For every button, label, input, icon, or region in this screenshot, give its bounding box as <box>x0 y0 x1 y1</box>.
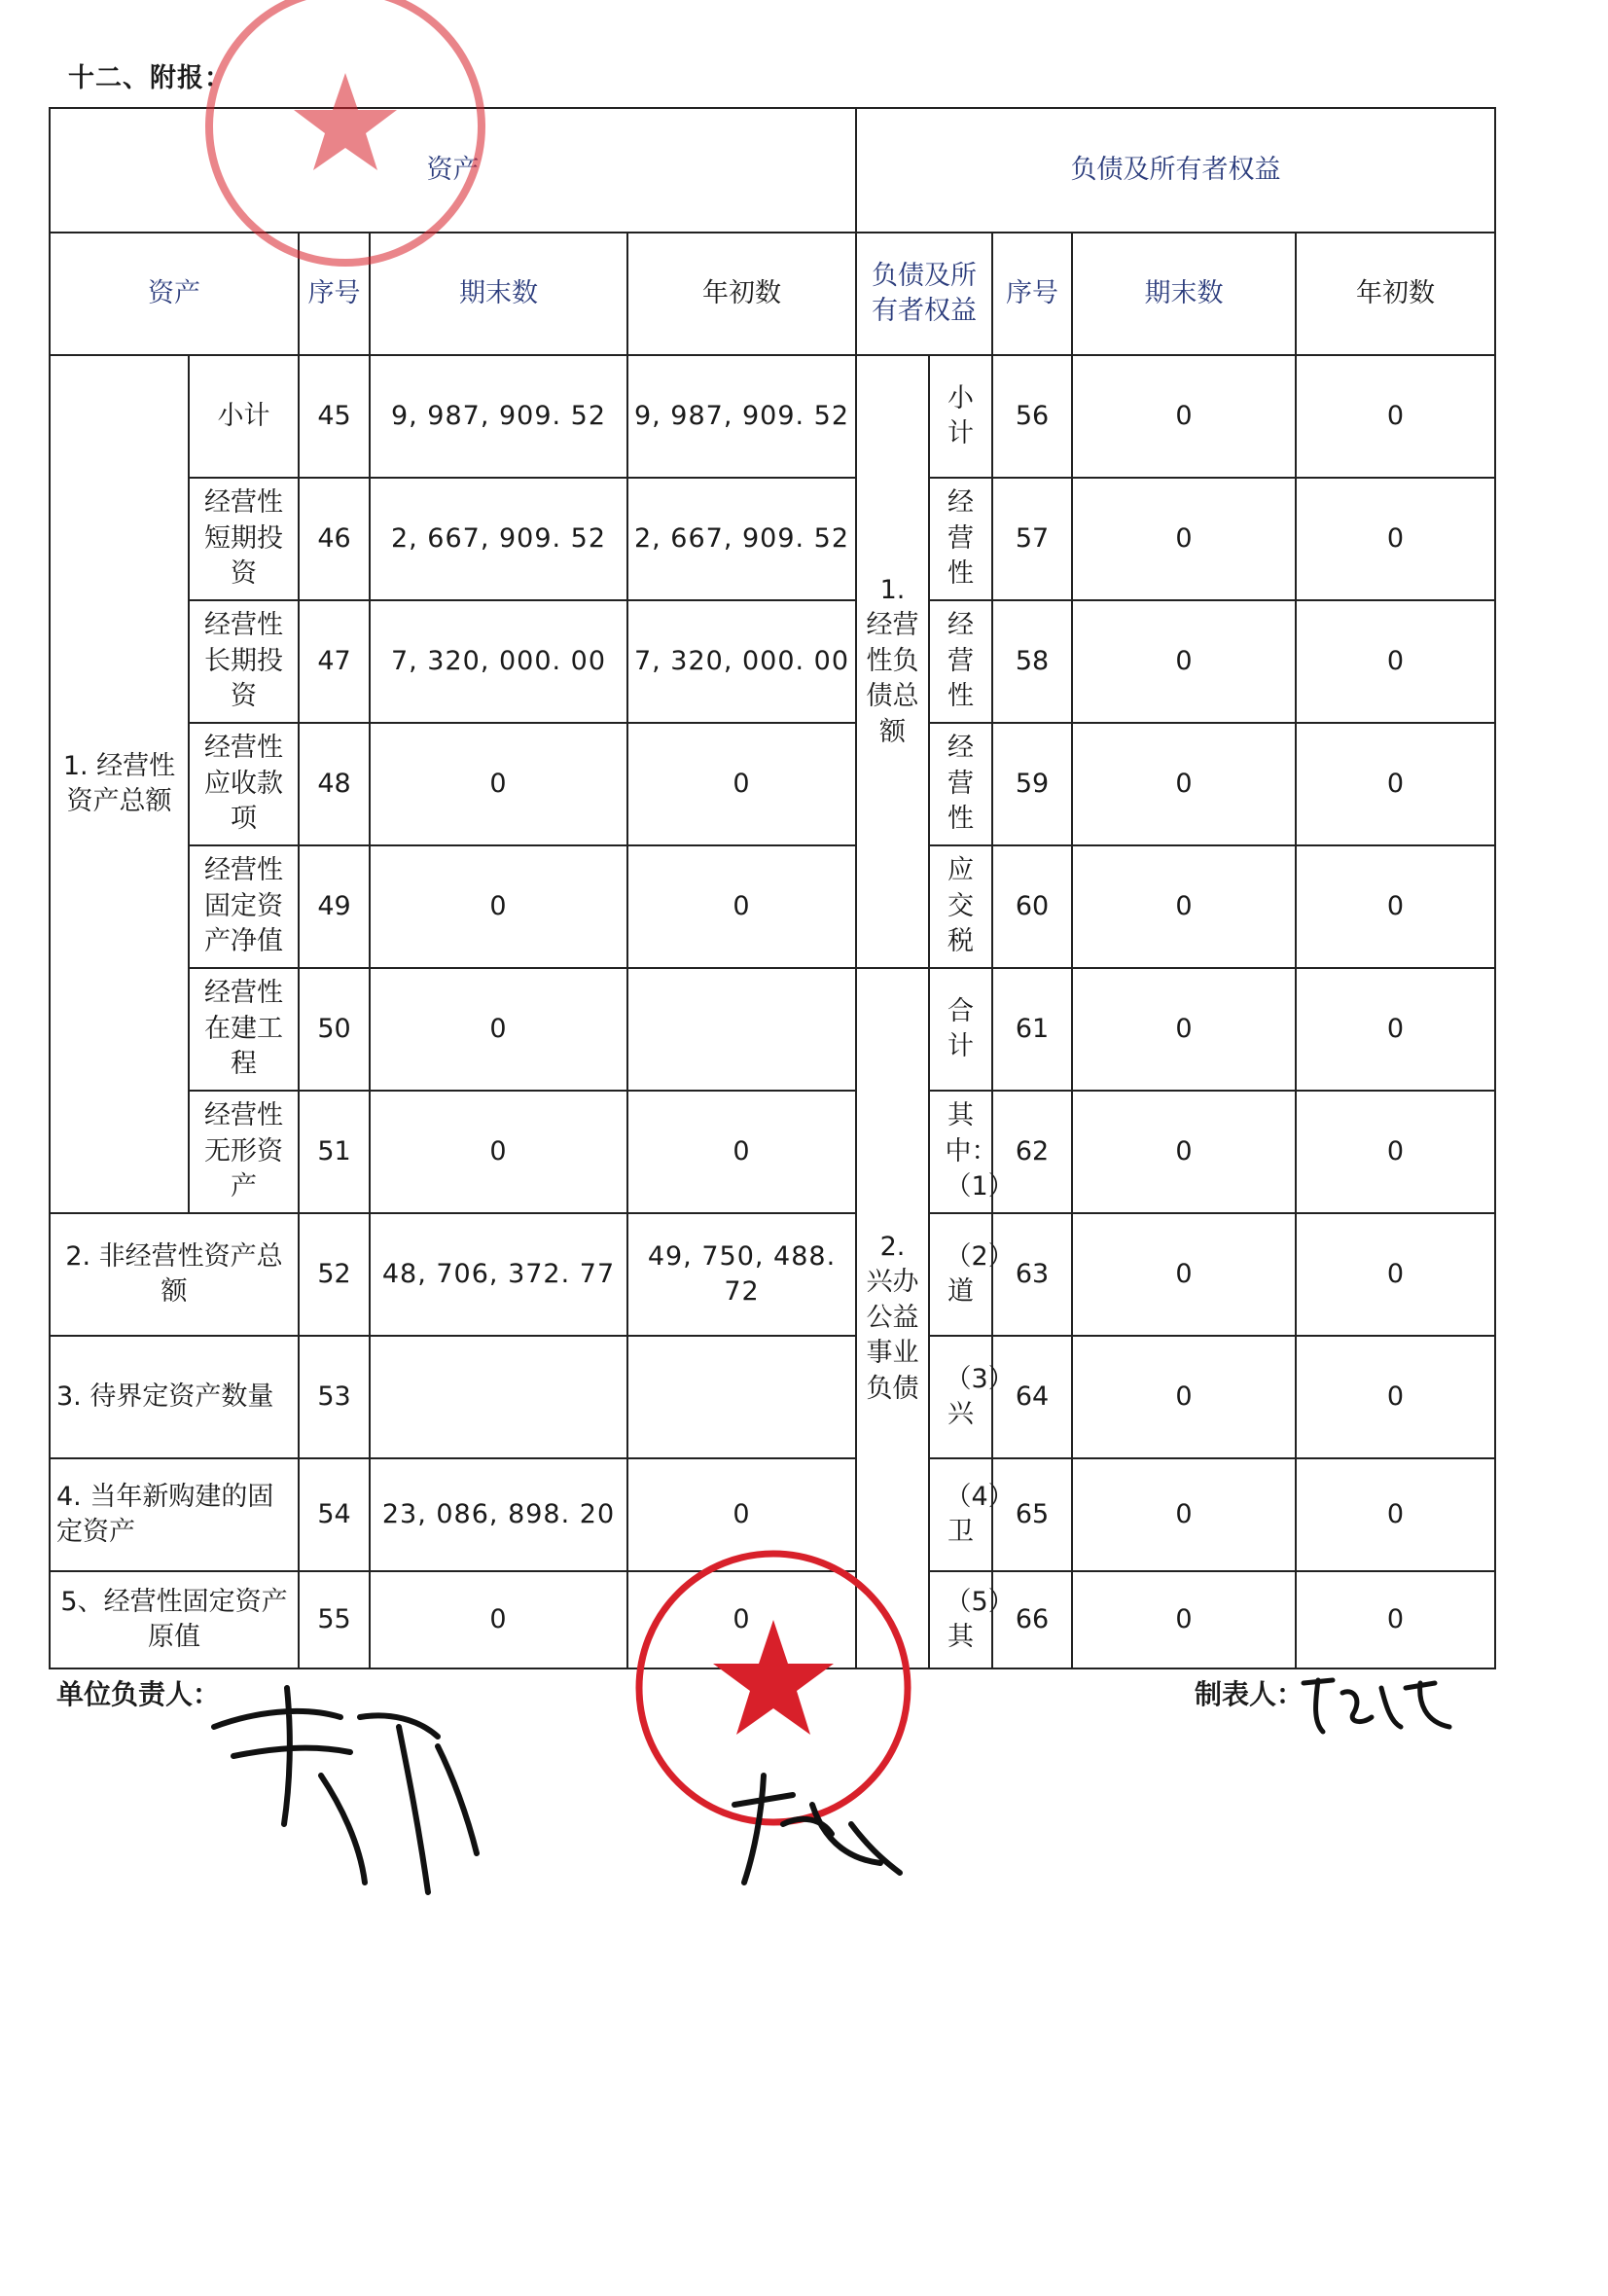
liab-label: 合计 <box>929 968 992 1091</box>
unit-head-label: 单位负责人： <box>56 1678 221 1710</box>
asset-label: 5、经营性固定资产原值 <box>50 1571 299 1668</box>
seq2-cell: 60 <box>992 845 1072 968</box>
preparer-label: 制表人： <box>1195 1678 1304 1710</box>
liab-label: 经营性 <box>929 600 992 723</box>
asset-label: 经营性固定资产净值 <box>189 845 299 968</box>
table-row <box>50 845 1495 968</box>
seq-cell: 54 <box>299 1458 370 1571</box>
table-row <box>50 1213 1495 1336</box>
begin2-value: 0 <box>1296 1336 1495 1458</box>
seq-cell: 55 <box>299 1571 370 1668</box>
asset-label: 经营性应收款项 <box>189 723 299 845</box>
seq-cell: 53 <box>299 1336 370 1458</box>
liab-label: （4）卫 <box>929 1458 992 1571</box>
end-value: 0 <box>370 1571 627 1668</box>
unit-head-signature <box>195 1659 496 1912</box>
seq-cell: 52 <box>299 1213 370 1336</box>
begin-value: 0 <box>627 723 856 845</box>
begin2-value: 0 <box>1296 723 1495 845</box>
seq-cell: 50 <box>299 968 370 1091</box>
top-seal <box>190 0 501 277</box>
liab-label: 其中：（1） <box>929 1091 992 1213</box>
page-title: 十二、附报： <box>68 63 232 93</box>
begin2-value: 0 <box>1296 1571 1495 1668</box>
balance-appendix-table <box>49 107 1496 1669</box>
end-value: 0 <box>370 723 627 845</box>
col-seq2-header: 序号 <box>992 233 1072 355</box>
seq-cell: 45 <box>299 355 370 478</box>
seq-cell: 46 <box>299 478 370 600</box>
end2-value: 0 <box>1072 1458 1296 1571</box>
end2-value: 0 <box>1072 1091 1296 1213</box>
col-end-header: 期末数 <box>370 233 627 355</box>
col-begin2-header: 年初数 <box>1296 233 1495 355</box>
asset-label: 2. 非经营性资产总额 <box>50 1213 299 1336</box>
end-value: 0 <box>370 845 627 968</box>
begin-value: 2, 667, 909. 52 <box>627 478 856 600</box>
end2-value: 0 <box>1072 355 1296 478</box>
begin-value: 7, 320, 000. 00 <box>627 600 856 723</box>
end2-value: 0 <box>1072 723 1296 845</box>
asset-label: 经营性长期投资 <box>189 600 299 723</box>
seq2-cell: 62 <box>992 1091 1072 1213</box>
table-row <box>50 968 1495 1091</box>
end-value: 7, 320, 000. 00 <box>370 600 627 723</box>
end2-value: 0 <box>1072 968 1296 1091</box>
end-value: 23, 086, 898. 20 <box>370 1458 627 1571</box>
seq2-cell: 57 <box>992 478 1072 600</box>
begin-value <box>627 968 856 1091</box>
seq2-cell: 64 <box>992 1336 1072 1458</box>
end-value <box>370 1336 627 1458</box>
begin2-value: 0 <box>1296 1458 1495 1571</box>
seq-cell: 51 <box>299 1091 370 1213</box>
end-value: 0 <box>370 1091 627 1213</box>
col-begin-header: 年初数 <box>627 233 856 355</box>
seq-cell: 47 <box>299 600 370 723</box>
end2-value: 0 <box>1072 1213 1296 1336</box>
end-value: 48, 706, 372. 77 <box>370 1213 627 1336</box>
category-public-liab: 2. 兴办公益事业负债 <box>856 968 929 1668</box>
liab-label: （2）道 <box>929 1213 992 1336</box>
col-end2-header: 期末数 <box>1072 233 1296 355</box>
end2-value: 0 <box>1072 478 1296 600</box>
begin-value: 0 <box>627 1571 856 1668</box>
end2-value: 0 <box>1072 845 1296 968</box>
end2-value: 0 <box>1072 1571 1296 1668</box>
begin-value: 9, 987, 909. 52 <box>627 355 856 478</box>
begin2-value: 0 <box>1296 845 1495 968</box>
liab-label: （3）兴 <box>929 1336 992 1458</box>
liab-label: （5）其 <box>929 1571 992 1668</box>
section-liabilities-header: 负债及所有者权益 <box>856 108 1495 233</box>
category-op-liab: 1. 经营性负债总额 <box>856 355 929 968</box>
asset-label: 小计 <box>189 355 299 478</box>
end2-value: 0 <box>1072 1336 1296 1458</box>
begin2-value: 0 <box>1296 478 1495 600</box>
begin-value: 0 <box>627 1458 856 1571</box>
begin2-value: 0 <box>1296 1091 1495 1213</box>
seq-cell: 49 <box>299 845 370 968</box>
asset-label: 经营性短期投资 <box>189 478 299 600</box>
seq-cell: 48 <box>299 723 370 845</box>
begin-value <box>627 1336 856 1458</box>
begin2-value: 0 <box>1296 1213 1495 1336</box>
asset-label: 经营性无形资产 <box>189 1091 299 1213</box>
table-row <box>50 1091 1495 1213</box>
asset-label: 3. 待界定资产数量 <box>50 1336 299 1458</box>
section-assets-header: 资产 <box>50 108 856 233</box>
begin-value: 49, 750, 488. 72 <box>627 1213 856 1336</box>
begin2-value: 0 <box>1296 968 1495 1091</box>
liab-label: 小计 <box>929 355 992 478</box>
seq2-cell: 66 <box>992 1571 1072 1668</box>
table-row <box>50 600 1495 723</box>
table-row <box>50 478 1495 600</box>
begin-value: 0 <box>627 1091 856 1213</box>
liab-label: 经营性 <box>929 478 992 600</box>
seq2-cell: 61 <box>992 968 1072 1091</box>
supervisor-signature <box>715 1766 910 1892</box>
asset-label: 经营性在建工程 <box>189 968 299 1091</box>
begin2-value: 0 <box>1296 600 1495 723</box>
table-row <box>50 1336 1495 1458</box>
asset-label: 4. 当年新购建的固定资产 <box>50 1458 299 1571</box>
seq2-cell: 65 <box>992 1458 1072 1571</box>
col-liab-header: 负债及所有者权益 <box>856 233 992 355</box>
liab-label: 经营性 <box>929 723 992 845</box>
seq2-cell: 58 <box>992 600 1072 723</box>
col-asset-header: 资产 <box>50 233 299 355</box>
table-row <box>50 355 1495 478</box>
end-value: 2, 667, 909. 52 <box>370 478 627 600</box>
liab-label: 应交税 <box>929 845 992 968</box>
seq2-cell: 56 <box>992 355 1072 478</box>
table-row <box>50 723 1495 845</box>
end-value: 9, 987, 909. 52 <box>370 355 627 478</box>
begin-value: 0 <box>627 845 856 968</box>
category-op-assets: 1. 经营性资产总额 <box>50 355 189 1213</box>
begin2-value: 0 <box>1296 355 1495 478</box>
end-value: 0 <box>370 968 627 1091</box>
seq2-cell: 59 <box>992 723 1072 845</box>
preparer-signature <box>1294 1668 1469 1746</box>
seq2-cell: 63 <box>992 1213 1072 1336</box>
end2-value: 0 <box>1072 600 1296 723</box>
col-seq-header: 序号 <box>299 233 370 355</box>
